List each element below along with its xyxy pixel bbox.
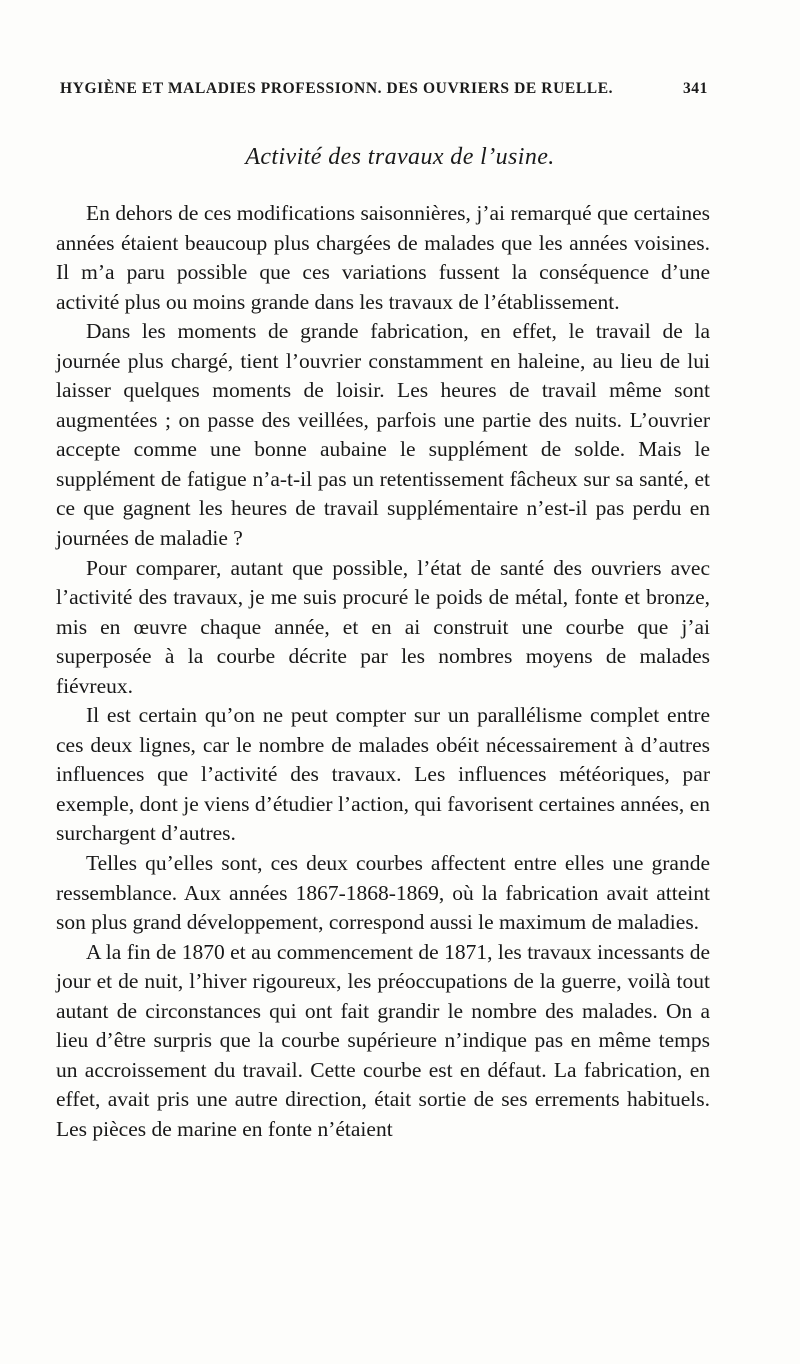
paragraph: En dehors de ces modifications saisonnières, j’ai remarqué que certaines années étaient beaucoup plus chargées de malades que les années voisines. Il m’a paru possible que ces variations fussent la conséquence d’une activité plus ou moins grande dans les travaux de l’établissement. xyxy=(56,201,710,314)
running-header xyxy=(60,79,708,99)
paragraph: Il est certain qu’on ne peut compter sur un parallélisme complet entre ces deux lignes, car le nombre de malades obéit nécessairement à d’autres influences que l’activité des travaux. Les influences météoriques, par exemple, dont je viens d’étudier l’action, qui favorisent certaines années, en surchargent d’autres. xyxy=(56,703,710,846)
page-number: 341 xyxy=(682,80,708,97)
paragraph: A la fin de 1870 et au commencement de 1871, les travaux incessants de jour et de nuit, l’hiver rigoureux, les préoccupations de la guerre, voilà tout autant de circonstances qui ont fait grandir le nombre des malades. On a lieu d’être surpris que la courbe supérieure n’indique pas en même temps un accroissement du travail. Cette courbe est en défaut. La fabrication, en effet, avait pris une autre direction, était sortie de ses errements habituels. Les pièces de marine en fonte n’étaient xyxy=(56,939,710,1141)
paragraph: Telles qu’elles sont, ces deux courbes affectent entre elles une grande ressemblance. Aux années 1867-1868-1869, où la fabrication avait atteint son plus grand développement, correspond aussi le maximum de maladies. xyxy=(56,851,710,935)
paragraph: Dans les moments de grande fabrication, en effet, le travail de la journée plus chargé, tient l’ouvrier constamment en haleine, au lieu de lui laisser quelques moments de loisir. Les heures de travail même sont augmentées ; on passe des veillées, parfois une partie des nuits. L’ouvrier accepte comme une bonne aubaine le supplément de solde. Mais le supplément de fatigue n’a-t-il pas un retentissement fâcheux sur sa santé, et ce que gagnent les heures de travail supplémentaire n’est-il pas perdu en journées de maladie ? xyxy=(56,319,710,551)
body-text xyxy=(56,199,710,1145)
paragraph: Pour comparer, autant que possible, l’état de santé des ouvriers avec l’activité des travaux, je me suis procuré le poids de métal, fonte et bronze, mis en œuvre chaque année, et en ai construit une courbe que j’ai superposée à la courbe décrite par les nombres moyens de malades fiévreux. xyxy=(56,555,710,698)
running-title: HYGIÈNE ET MALADIES PROFESSIONN. DES OUVRIERS DE RUELLE. xyxy=(60,80,614,97)
section-title: Activité des travaux de l’usine. xyxy=(245,144,555,170)
